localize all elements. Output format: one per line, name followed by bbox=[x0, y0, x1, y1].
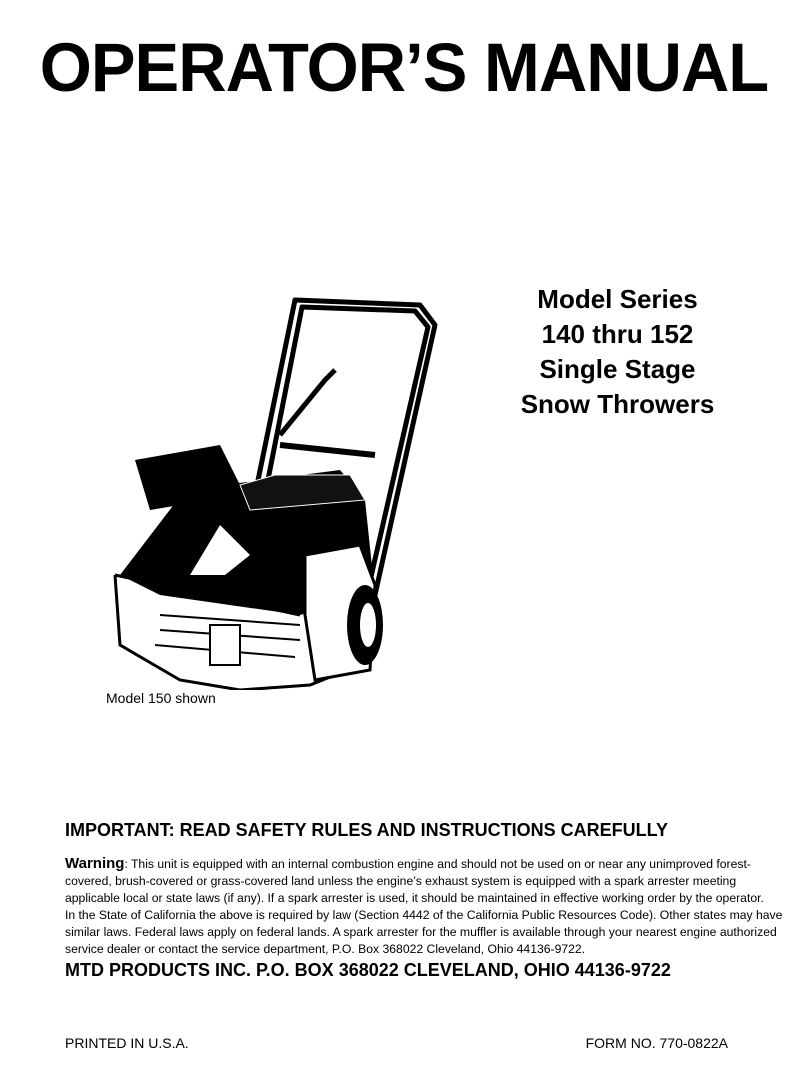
important-notice: IMPORTANT: READ SAFETY RULES AND INSTRUCTIONS CAREFULLY bbox=[65, 820, 669, 840]
warning-line: In the State of California the above is required by law (Section 4442 of the California Public Resources Code). Other states may have bbox=[65, 908, 783, 922]
warning-line: service dealer or contact the service department, P.O. Box 368022 Cleveland, Ohio 44136-9722. bbox=[65, 942, 586, 956]
manual-title: OPERATOR’S MANUAL bbox=[39, 29, 769, 106]
warning-line: applicable local or state laws (if any). If a spark arrester is used, it should be maintained in effective working order by the operator. bbox=[65, 891, 764, 905]
model-line: Single Stage bbox=[539, 354, 696, 384]
printed-in: PRINTED IN U.S.A. bbox=[65, 1035, 189, 1051]
model-line: Model Series bbox=[537, 284, 698, 314]
snow-thrower-illustration bbox=[100, 285, 450, 690]
warning-line: similar laws. Federal laws apply on federal lands. A spark arrester for the muffler is available through your nearest engine authorized bbox=[65, 925, 777, 939]
warning-line: covered, brush-covered or grass-covered land unless the engine’s exhaust system is equipped with a spark arrester meeting bbox=[65, 874, 737, 888]
warning-paragraph bbox=[65, 855, 783, 958]
warning-label: Warning bbox=[65, 855, 125, 872]
model-line: Snow Throwers bbox=[520, 389, 715, 419]
company-address: MTD PRODUCTS INC. P.O. BOX 368022 CLEVELAND, OHIO 44136-9722 bbox=[65, 960, 671, 980]
model-series-heading bbox=[500, 282, 735, 422]
model-line: 140 thru 152 bbox=[541, 319, 694, 349]
form-number: FORM NO. 770-0822A bbox=[585, 1035, 728, 1051]
illustration-caption: Model 150 shown bbox=[106, 690, 216, 706]
warning-line: : This unit is equipped with an internal combustion engine and should not be used on or near any unimproved forest- bbox=[124, 857, 751, 871]
